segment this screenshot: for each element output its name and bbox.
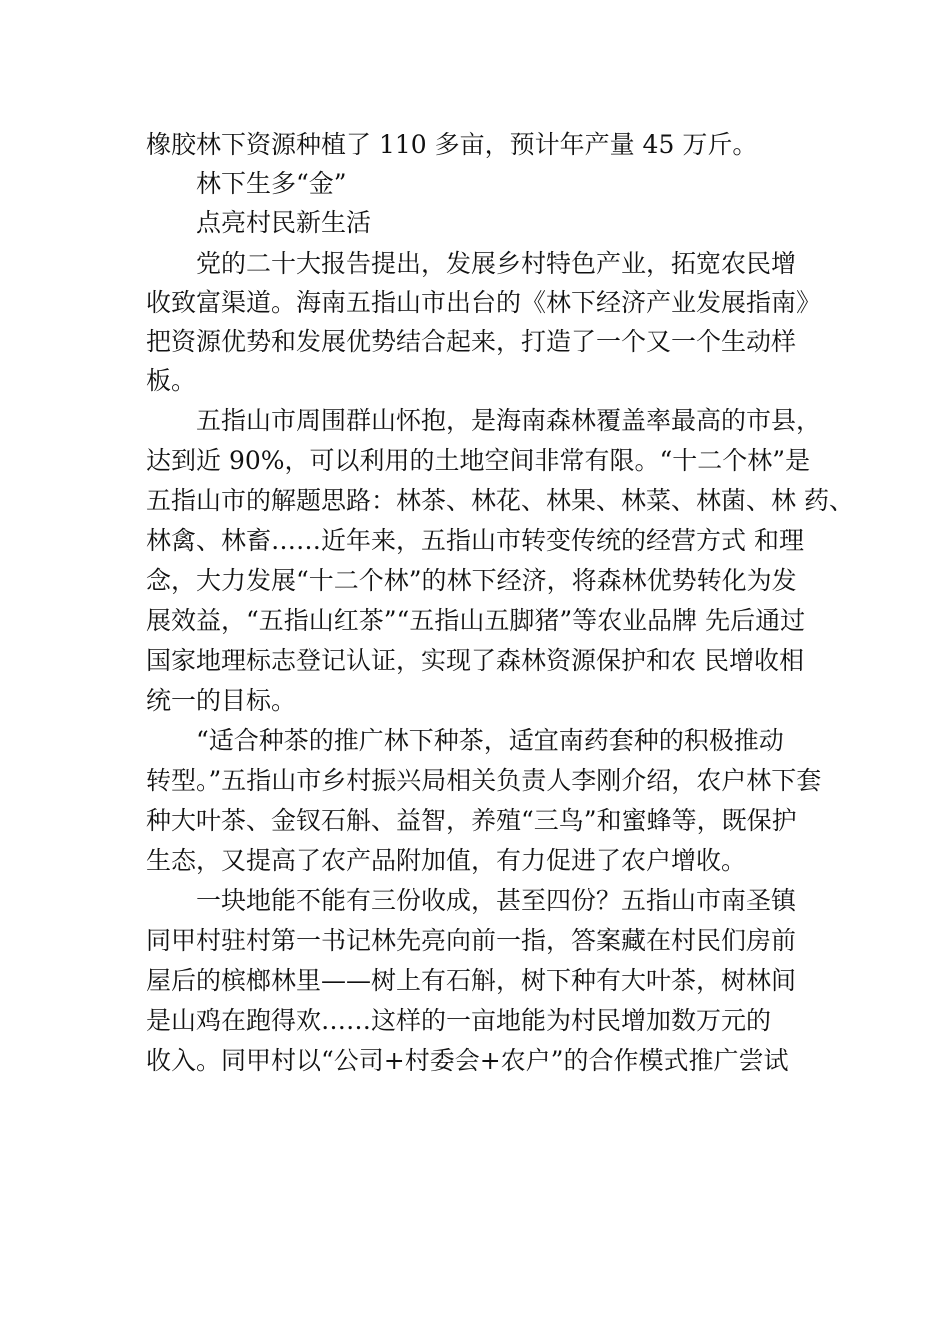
text-line-19: 生态，又提高了农产品附加值，有力促进了农户增收。 bbox=[146, 846, 747, 875]
text-line-8: 五指山市周围群山怀抱，是海南森林覆盖率最高的市县， bbox=[196, 406, 822, 435]
text-line-18: 种大叶茶、金钗石斛、益智，养殖“三鸟”和蜜蜂等，既保护 bbox=[146, 806, 797, 835]
text-line-16: “适合种茶的推广林下种茶，适宜南药套种的积极推动 bbox=[196, 726, 784, 755]
text-line-21: 同甲村驻村第一书记林先亮向前一指，答案藏在村民们房前 bbox=[146, 926, 797, 955]
text-line-13: 展效益，“五指山红茶”“五指山五脚猪”等农业品牌 先后通过 bbox=[146, 606, 806, 635]
text-line-10: 五指山市的解题思路：林茶、林花、林果、林菜、林菌、林 药、 bbox=[146, 486, 854, 515]
text-line-14: 国家地理标志登记认证，实现了森林资源保护和农 民增收相 bbox=[146, 646, 804, 675]
text-line-17: 转型。”五指山市乡村振兴局相关负责人李刚介绍，农户林下套 bbox=[146, 766, 822, 795]
text-line-22: 屋后的槟榔林里——树上有石斛，树下种有大叶茶，树林间 bbox=[146, 966, 797, 995]
text-line-24: 收入。同甲村以“公司+村委会+农户”的合作模式推广尝试 bbox=[146, 1046, 789, 1075]
text-line-11: 林禽、林畜……近年来，五指山市转变传统的经营方式 和理 bbox=[146, 526, 804, 555]
text-line-1: 橡胶林下资源种植了 110 多亩，预计年产量 45 万斤。 bbox=[146, 130, 758, 159]
text-line-7: 板。 bbox=[146, 366, 197, 395]
text-line-5: 收致富渠道。海南五指山市出台的《林下经济产业发展指南》 bbox=[146, 288, 822, 317]
text-line-9: 达到近 90%，可以利用的土地空间非常有限。“十二个林”是 bbox=[146, 446, 811, 475]
section-heading-line-1: 林下生多“金” bbox=[196, 169, 347, 198]
text-line-12: 念，大力发展“十二个林”的林下经济，将森林优势转化为发 bbox=[146, 566, 797, 595]
text-line-4: 党的二十大报告提出，发展乡村特色产业，拓宽农民增 bbox=[196, 249, 797, 278]
text-line-6: 把资源优势和发展优势结合起来，打造了一个又一个生动样 bbox=[146, 327, 797, 356]
text-line-15: 统一的目标。 bbox=[146, 686, 297, 715]
section-heading-line-2: 点亮村民新生活 bbox=[196, 208, 372, 237]
text-line-20: 一块地能不能有三份收成，甚至四份？五指山市南圣镇 bbox=[196, 886, 797, 915]
text-line-23: 是山鸡在跑得欢……这样的一亩地能为村民增加数万元的 bbox=[146, 1006, 772, 1035]
